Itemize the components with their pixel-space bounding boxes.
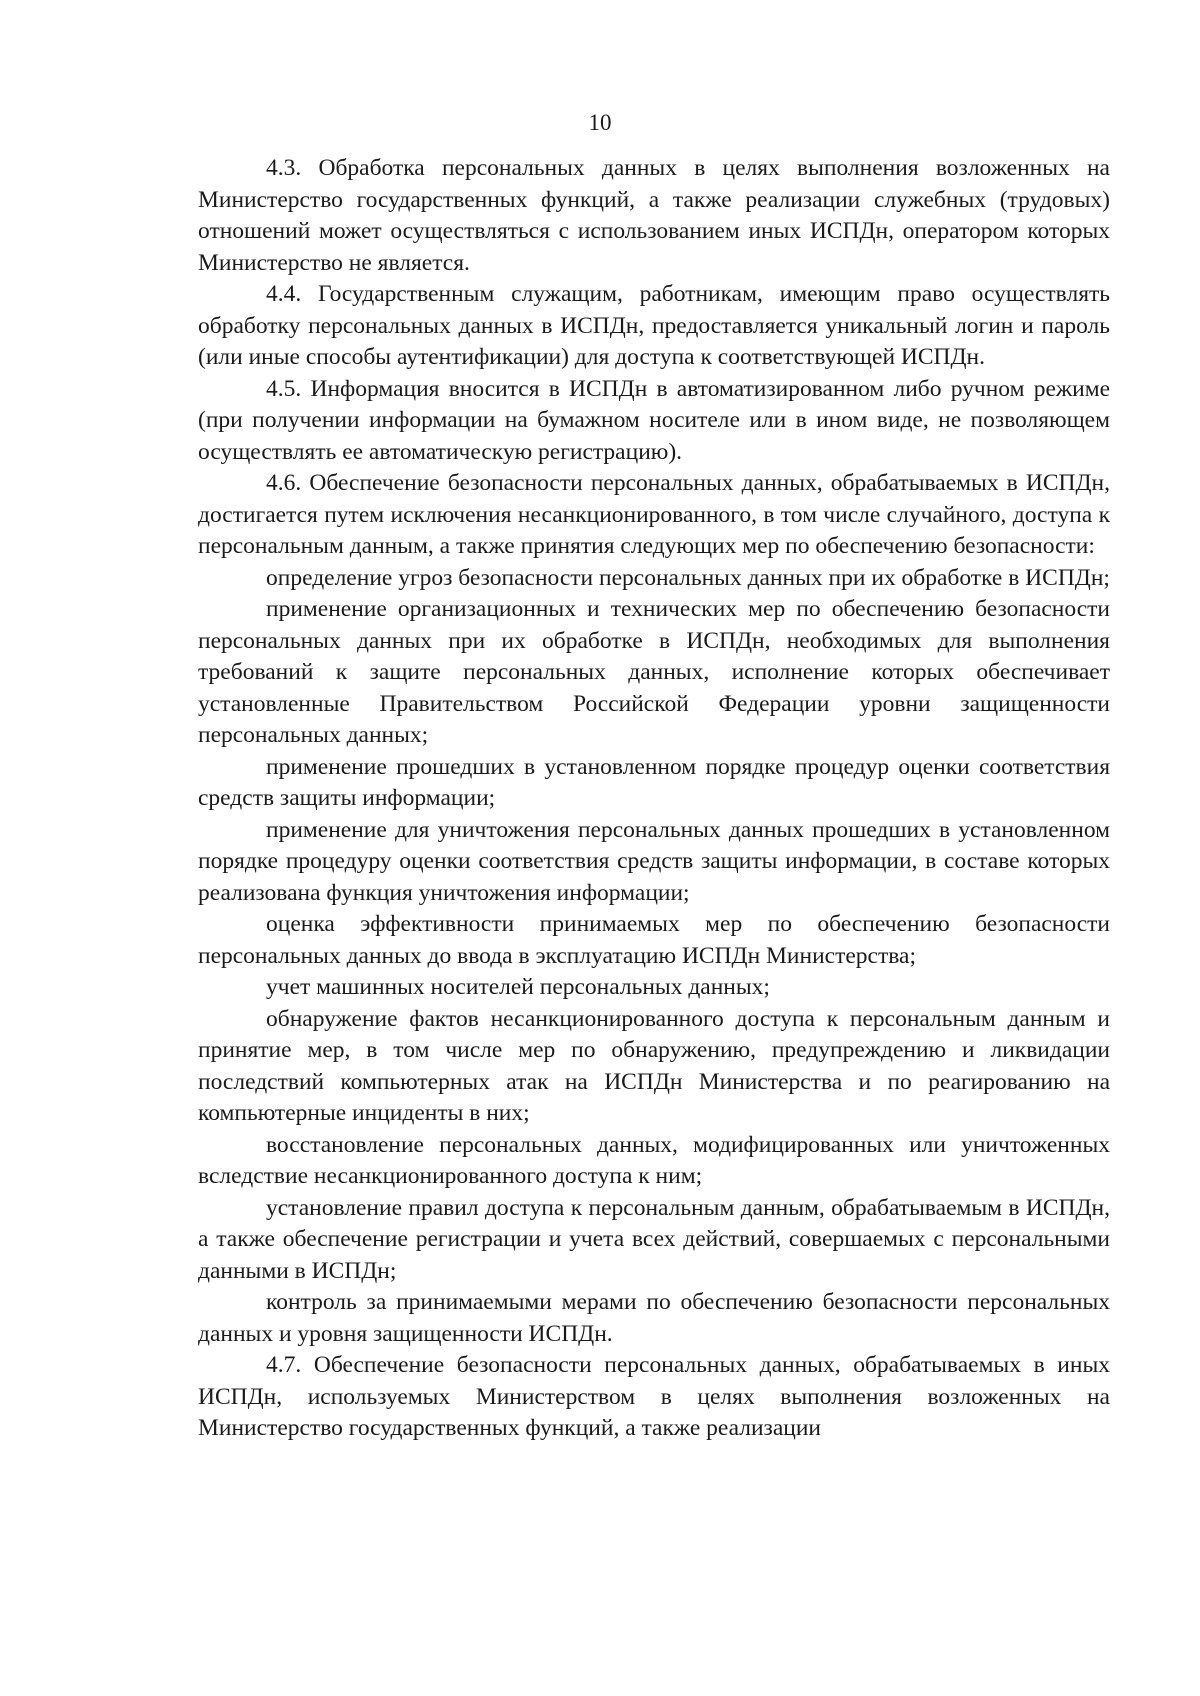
paragraph-4-4: 4.4. Государственным служащим, работникам, имеющим право осуществлять обработку персональных данных в ИСПДн, предоставляется уникальный логин и пароль (или иные способы аутентификации) для доступа к соответствующей ИСПДн. (198, 281, 1110, 370)
list-item-security-control: контроль за принимаемыми мерами по обеспечению безопасности персональных данных и уровня защищенности ИСПДн. (198, 1289, 1110, 1347)
paragraph-4-3: 4.3. Обработка персональных данных в целях выполнения возложенных на Министерство государственных функций, а также реализации служебных (трудовых) отношений может осуществляться с использованием иных ИСПДн, оператором которых Министерство не является. (198, 155, 1110, 276)
paragraph-4-6: 4.6. Обеспечение безопасности персональных данных, обрабатываемых в ИСПДн, достигается путем исключения несанкционированного, в том числе случайного, доступа к персональным данным, а также принятия следующих мер по обеспечению безопасности: (198, 470, 1110, 559)
list-item-data-recovery: восстановление персональных данных, модифицированных или уничтоженных вследствие несанкционированного доступа к ним; (198, 1131, 1110, 1189)
list-item-organizational-technical-measures: применение организационных и технических мер по обеспечению безопасности персональных данных при их обработке в ИСПДн, необходимых для выполнения требований к защите персональных данных, исполнение которых обеспечивает установленные Правительством Российской Федерации уровни защищенности персональных данных; (198, 596, 1110, 748)
list-item-effectiveness-assessment: оценка эффективности принимаемых мер по обеспечению безопасности персональных данных до ввода в эксплуатацию ИСПДн Министерства; (198, 911, 1110, 969)
list-item-threat-identification: определение угроз безопасности персональных данных при их обработке в ИСПДн; (266, 564, 1110, 591)
list-item-media-accounting: учет машинных носителей персональных данных; (266, 974, 770, 1000)
list-item-incident-detection: обнаружение фактов несанкционированного доступа к персональным данным и принятие мер, в том числе мер по обнаружению, предупреждению и ликвидации последствий компьютерных атак на ИСПДн Министерства и по реагированию на компьютерные инциденты в них; (198, 1005, 1110, 1126)
paragraph-4-7: 4.7. Обеспечение безопасности персональных данных, обрабатываемых в иных ИСПДн, используемых Министерством в целях выполнения возложенных на Министерство государственных функций, а также реализации (198, 1352, 1110, 1441)
paragraph-4-5: 4.5. Информация вносится в ИСПДн в автоматизированном либо ручном режиме (при получении информации на бумажном носителе или в ином виде, не позволяющем осуществлять ее автоматическую регистрацию). (198, 375, 1110, 465)
list-item-destruction-tools: применение для уничтожения персональных данных прошедших в установленном порядке процедуру оценки соответствия средств защиты информации, в составе которых реализована функция уничтожения информации; (198, 816, 1110, 906)
list-item-certified-protection-tools: применение прошедших в установленном порядке процедур оценки соответствия средств защиты информации; (198, 753, 1110, 811)
page-number: 10 (588, 110, 612, 135)
document-body (198, 153, 1110, 1445)
list-item-access-rules: установление правил доступа к персональным данным, обрабатываемым в ИСПДн, а также обеспечение регистрации и учета всех действий, совершаемых с персональными данными в ИСПДн; (198, 1194, 1110, 1284)
